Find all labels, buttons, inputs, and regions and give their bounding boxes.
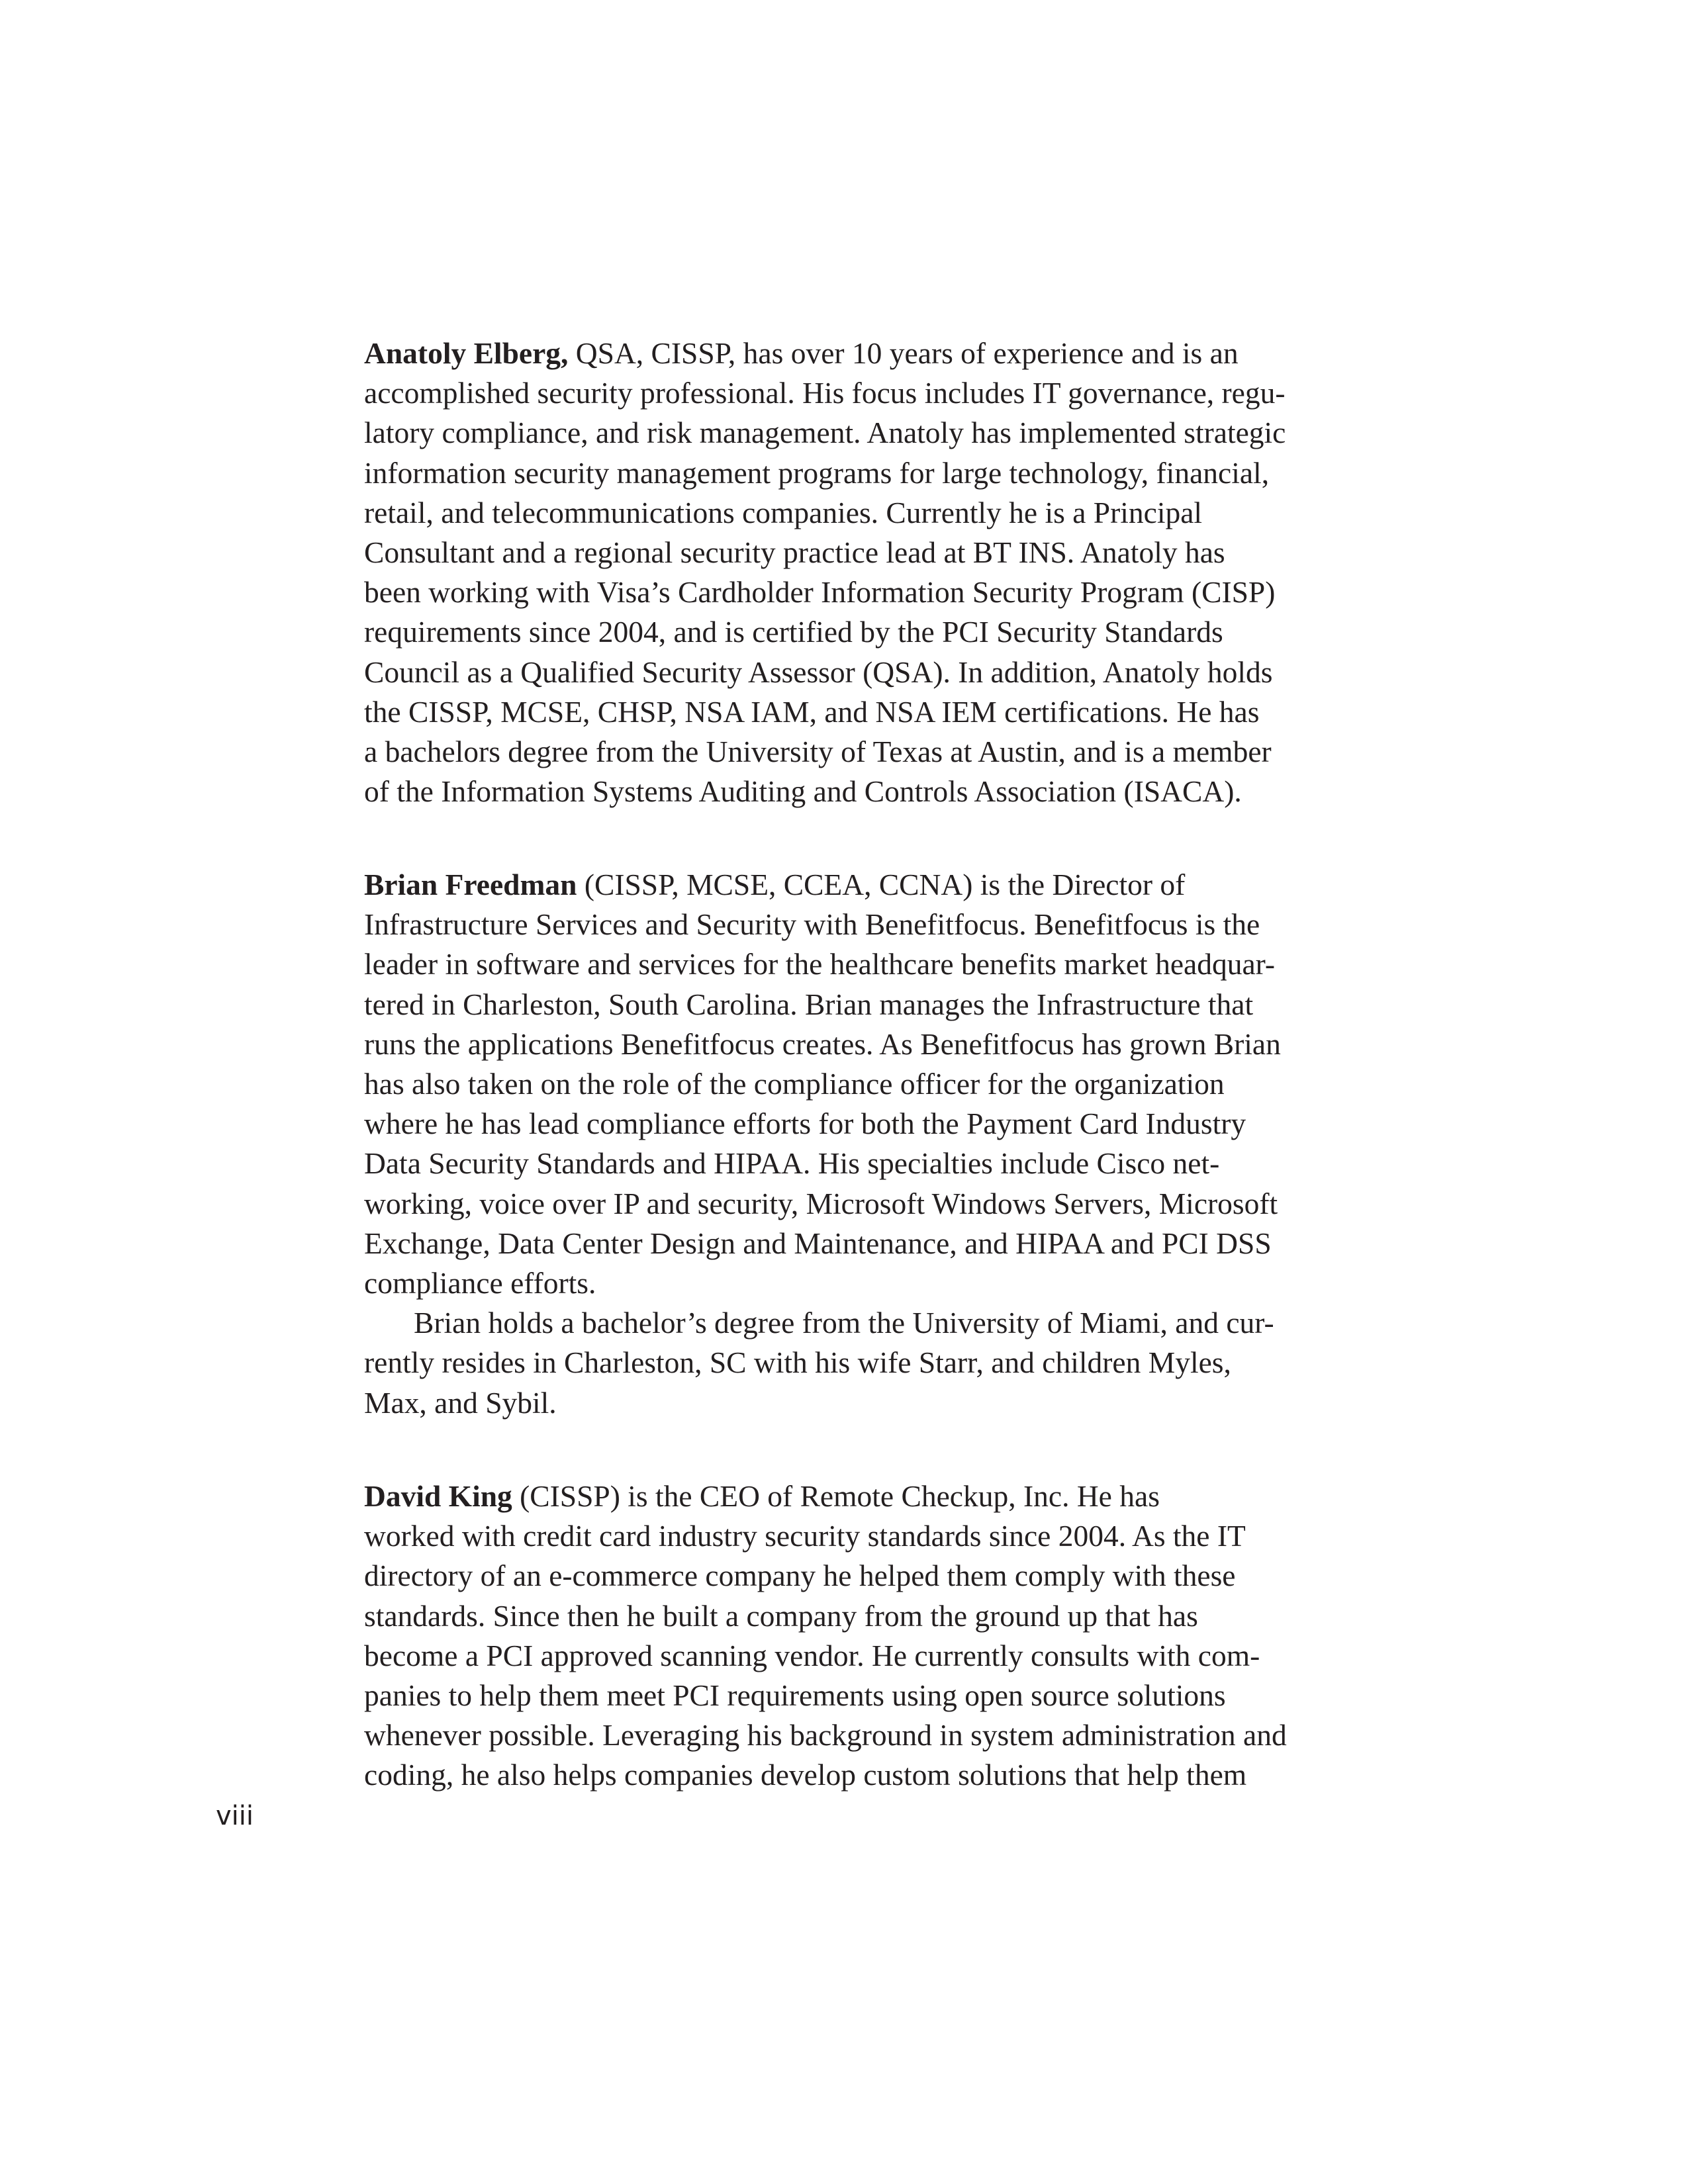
bio-first-line [364,334,1370,373]
bio-line: coding, he also helps companies develop custom solutions that help them [364,1758,1247,1792]
bio-line: information security management programs for large technology, financial, [364,455,1270,490]
bio-name: Anatoly Elberg, [364,336,569,370]
bio-line: the CISSP, MCSE, CHSP, NSA IAM, and NSA IEM certifications. He has [364,694,1260,729]
bio-name: David King [364,1479,512,1513]
bio-line: latory compliance, and risk management. Anatoly has implemented strategic [364,416,1286,450]
bio-line: tered in Charleston, South Carolina. Brian manages the Infrastructure that [364,987,1254,1021]
bio-david-king [364,1477,1370,1796]
bio-line: runs the applications Benefitfocus creates. As Benefitfocus has grown Brian [364,1026,1281,1061]
bio-line: panies to help them meet PCI requirements using open source solutions [364,1678,1226,1713]
bio-line: accomplished security professional. His focus includes IT governance, regu- [364,376,1286,410]
bio-line: Exchange, Data Center Design and Maintenance, and HIPAA and PCI DSS [364,1226,1272,1260]
bio-line: retail, and telecommunications companies. Currently he is a Principal [364,495,1203,529]
bio-name: Brian Freedman [364,868,577,901]
bio-line: standards. Since then he built a company from the ground up that has [364,1598,1198,1633]
bio-line: where he has lead compliance efforts for both the Payment Card Industry [364,1107,1246,1141]
bio-line: become a PCI approved scanning vendor. He currently consults with com- [364,1638,1260,1672]
bio-line: has also taken on the role of the compliance officer for the organization [364,1067,1225,1101]
bio-text: (CISSP) is the CEO of Remote Checkup, Inc. He has [512,1479,1160,1513]
page-number: viii [216,1801,254,1831]
bio-line: Infrastructure Services and Security with Benefitfocus. Benefitfocus is the [364,907,1260,942]
bio-line: working, voice over IP and security, Microsoft Windows Servers, Microsoft [364,1186,1278,1220]
bio-line: worked with credit card industry security standards since 2004. As the IT [364,1519,1246,1553]
bio-paragraph-line: Max, and Sybil. [364,1385,557,1420]
bio-line: directory of an e-commerce company he helped them comply with these [364,1559,1236,1593]
bio-line: been working with Visa’s Cardholder Information Security Program (CISP) [364,575,1276,610]
bio-line: whenever possible. Leveraging his background in system administration and [364,1718,1287,1752]
bio-line: Data Security Standards and HIPAA. His specialties include Cisco net- [364,1146,1220,1181]
bio-line: Consultant and a regional security practice lead at BT INS. Anatoly has [364,535,1225,570]
bio-line: Council as a Qualified Security Assessor (QSA). In addition, Anatoly holds [364,655,1273,689]
bio-text: QSA, CISSP, has over 10 years of experience and is an [568,336,1239,370]
bio-line: compliance efforts. [364,1266,596,1300]
bio-anatoly-elberg [364,334,1370,811]
bio-line: requirements since 2004, and is certified by the PCI Security Standards [364,615,1223,649]
bio-line: a bachelors degree from the University of Texas at Austin, and is a member [364,735,1272,769]
bio-paragraph-line: rently resides in Charleston, SC with his wife Starr, and children Myles, [364,1345,1231,1380]
bio-first-line [364,865,1370,905]
bio-paragraph-line: Brian holds a bachelor’s degree from the University of Miami, and cur- [414,1306,1274,1340]
bio-text: (CISSP, MCSE, CCEA, CCNA) is the Director of [577,868,1186,901]
bio-first-line [364,1477,1370,1516]
bio-line: leader in software and services for the healthcare benefits market headquar- [364,947,1276,981]
bio-brian-freedman [364,865,1370,1423]
bio-line: of the Information Systems Auditing and Controls Association (ISACA). [364,774,1242,809]
